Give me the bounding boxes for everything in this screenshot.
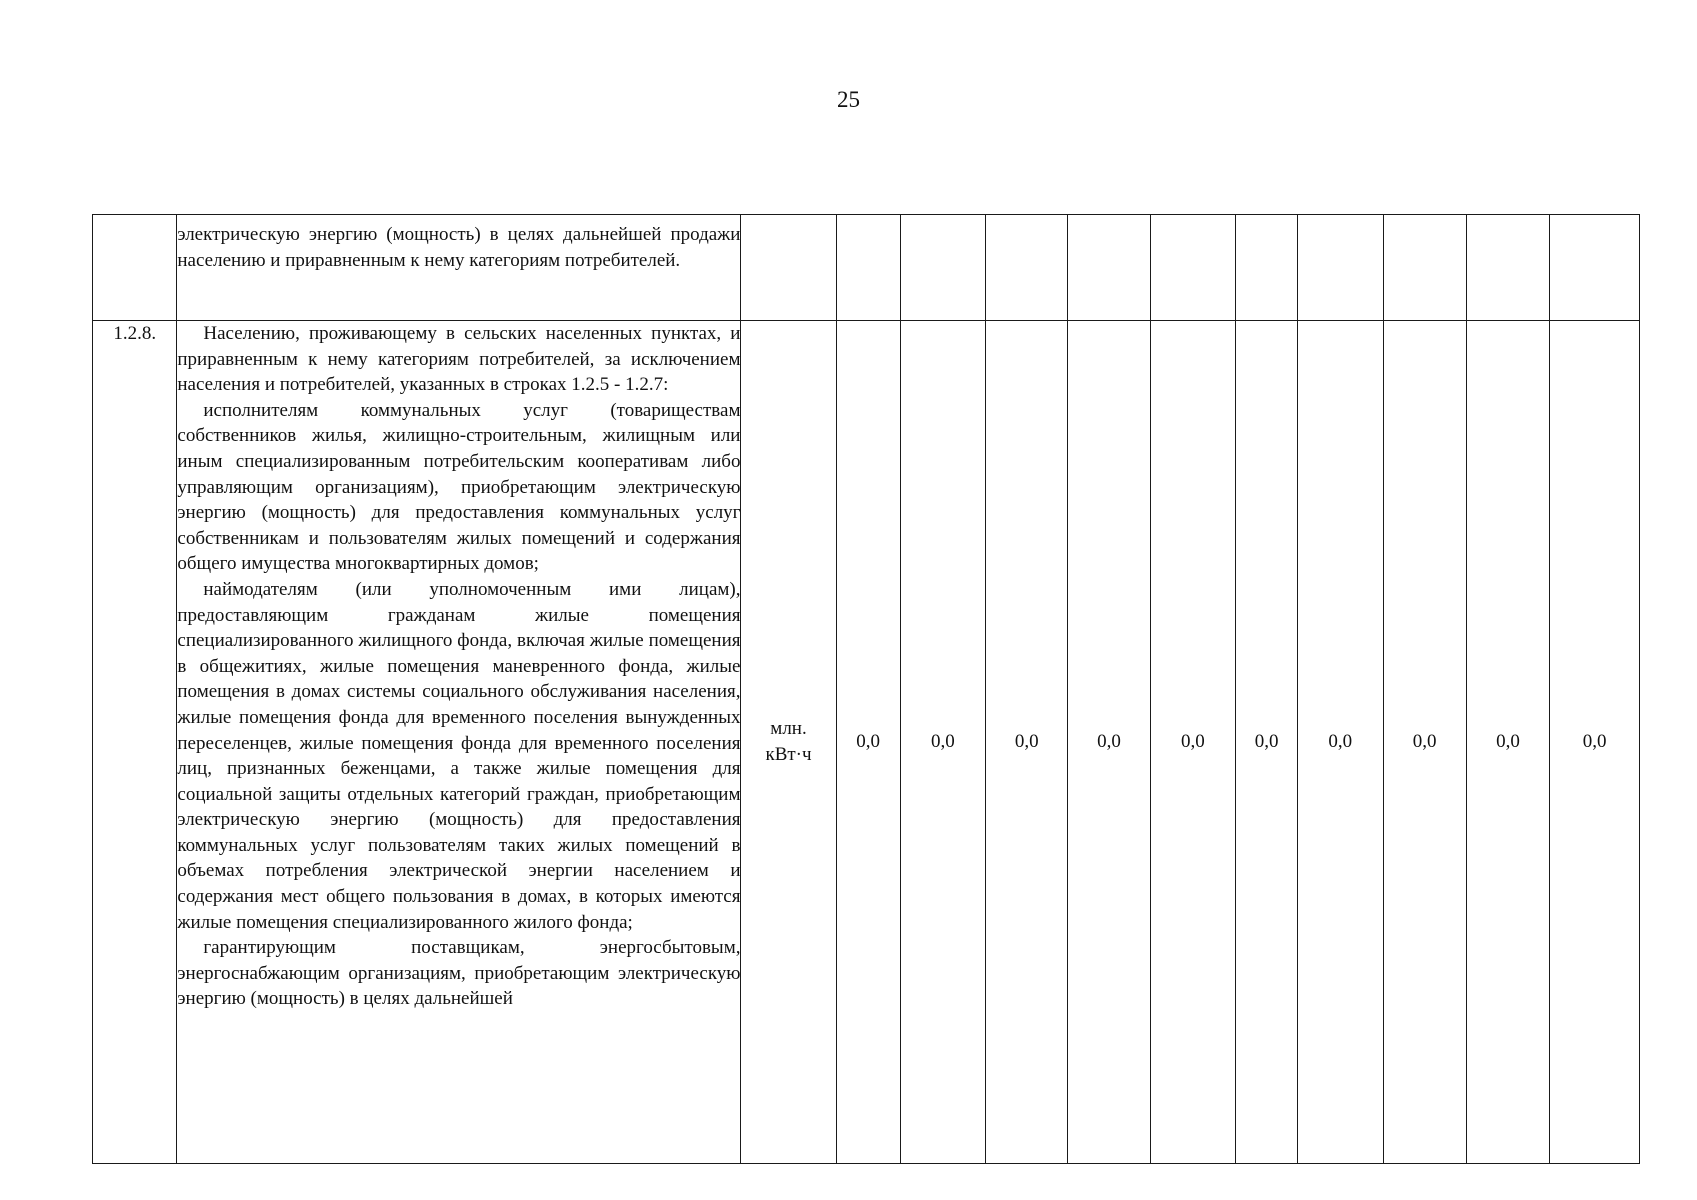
data-table — [92, 214, 1640, 1164]
value-cell — [1068, 215, 1150, 321]
value-cell — [1298, 215, 1383, 321]
row-description-cell — [177, 215, 741, 321]
row-number-cell: 1.2.8. — [93, 321, 177, 1164]
table-row-continuation — [93, 215, 1640, 321]
value-cell — [1383, 215, 1466, 321]
description-paragraph: исполнителям коммунальных услуг (товариществам собственников жилья, жилищно-строительным, жилищным или иным специализированным потребительским кооперативам либо управляющим организациям), приобретающим электрическую энергию (мощность) для предоставления коммунальных услуг собственникам и пользователям жилых помещений и содержания общего имущества многоквартирных домов; — [177, 399, 741, 575]
value-cell: 0,0 — [900, 321, 985, 1164]
value-cell — [1150, 215, 1235, 321]
value-cell — [1550, 215, 1640, 321]
value-cell — [1466, 215, 1549, 321]
unit-line: млн. — [770, 718, 807, 740]
value-cell — [1236, 215, 1298, 321]
value-cell — [836, 215, 900, 321]
value-cell: 0,0 — [986, 321, 1068, 1164]
value-cell: 0,0 — [836, 321, 900, 1164]
value-cell: 0,0 — [1068, 321, 1150, 1164]
value-cell: 0,0 — [1150, 321, 1235, 1164]
description-paragraph: Населению, проживающему в сельских населенных пунктах, и приравненным к нему категориям потребителей, за исключением населения и потребителей, указанных в строках 1.2.5 - 1.2.7: — [177, 323, 741, 396]
row-description-cell — [177, 321, 741, 1164]
unit-line: кВт·ч — [765, 744, 812, 765]
value-cell: 0,0 — [1466, 321, 1549, 1164]
unit-cell — [741, 215, 836, 321]
continuation-text: электрическую энергию (мощность) в целях дальнейшей продажи населению и приравненным к нему категориям потребителей. — [177, 224, 741, 271]
description-paragraph: наймодателям (или уполномоченным ими лицам), предоставляющим гражданам жилые помещения специализированного жилищного фонда, включая жилые помещения в общежитиях, жилые помещения маневренного фонда, жилые помещения в домах системы социального обслуживания населения, жилые помещения фонда для временного поселения вынужденных переселенцев, жилые помещения фонда для временного поселения лиц, признанных беженцами, а также жилые помещения для социальной защиты отдельных категорий граждан, приобретающим электрическую энергию (мощность) для предоставления коммунальных услуг пользователям таких жилых помещений в объемах потребления электрической энергии населением и содержания мест общего пользования в домах, в которых имеются жилые помещения специализированного жилого фонда; — [177, 578, 741, 933]
value-cell: 0,0 — [1236, 321, 1298, 1164]
table-row-1-2-8 — [93, 321, 1640, 1164]
value-cell: 0,0 — [1298, 321, 1383, 1164]
row-number-cell — [93, 215, 177, 321]
value-cell: 0,0 — [1550, 321, 1640, 1164]
value-cell: 0,0 — [1383, 321, 1466, 1164]
page-number: 25 — [837, 87, 860, 112]
value-cell — [900, 215, 985, 321]
value-cell — [986, 215, 1068, 321]
description-paragraph: гарантирующим поставщикам, энергосбытовым, энергоснабжающим организациям, приобретающим электрическую энергию (мощность) в целях дальнейшей — [177, 937, 741, 1010]
unit-cell — [741, 321, 836, 1164]
